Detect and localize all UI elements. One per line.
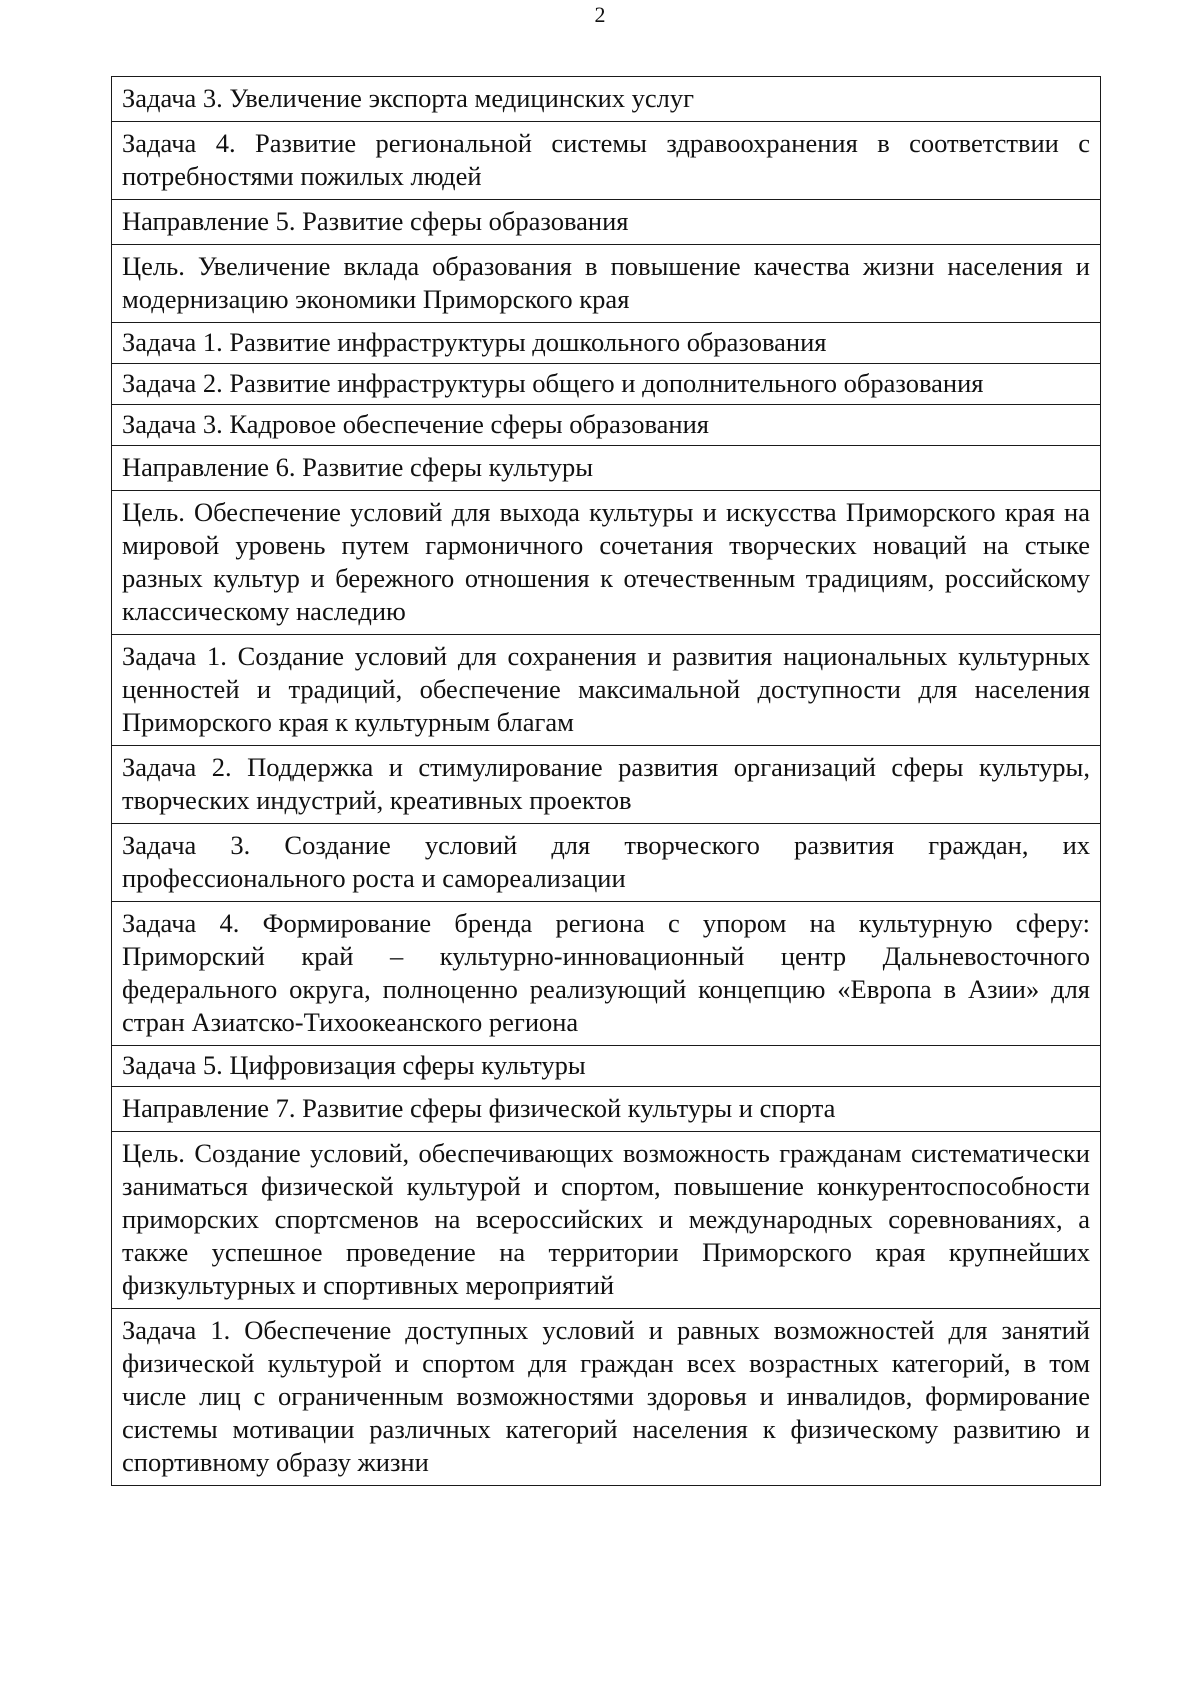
table-row — [112, 635, 1101, 746]
table-row — [112, 364, 1101, 405]
table-row — [112, 1087, 1101, 1132]
table-row — [112, 746, 1101, 824]
page-number: 2 — [594, 2, 606, 27]
strategy-table — [111, 76, 1101, 1486]
table-row — [112, 1309, 1101, 1486]
table-row — [112, 902, 1101, 1046]
table-row — [112, 1046, 1101, 1087]
task-cell: Задача 4. Развитие региональной системы здравоохранения в соответствии с потребностями пожилых людей — [112, 122, 1101, 200]
task-cell: Задача 5. Цифровизация сферы культуры — [112, 1046, 1101, 1087]
table-row — [112, 1132, 1101, 1309]
table-row — [112, 77, 1101, 122]
table-row — [112, 405, 1101, 446]
table-row — [112, 245, 1101, 323]
goal-cell: Цель. Создание условий, обеспечивающих возможность гражданам систематически заниматься физической культурой и спортом, повышение конкурентоспособности приморских спортсменов на всероссийских и международных соревнованиях, а также успешное проведение на территории Приморского края крупнейших физкультурных и спортивных мероприятий — [112, 1132, 1101, 1309]
table-row — [112, 824, 1101, 902]
task-cell: Задача 1. Обеспечение доступных условий и равных возможностей для занятий физической культурой и спортом для граждан всех возрастных категорий, в том числе лиц с ограниченным возможностями здоровья и инвалидов, формирование системы мотивации различных категорий населения к физическому развитию и спортивному образу жизни — [112, 1309, 1101, 1486]
table-row — [112, 200, 1101, 245]
direction-cell: Направление 6. Развитие сферы культуры — [112, 446, 1101, 491]
task-cell: Задача 3. Кадровое обеспечение сферы образования — [112, 405, 1101, 446]
direction-cell: Направление 5. Развитие сферы образования — [112, 200, 1101, 245]
task-cell: Задача 3. Увеличение экспорта медицинских услуг — [112, 77, 1101, 122]
task-cell: Задача 1. Создание условий для сохранения и развития национальных культурных ценностей и традиций, обеспечение максимальной доступности для населения Приморского края к культурным благам — [112, 635, 1101, 746]
table-row — [112, 323, 1101, 364]
task-cell: Задача 1. Развитие инфраструктуры дошкольного образования — [112, 323, 1101, 364]
table-row — [112, 122, 1101, 200]
goal-cell: Цель. Увеличение вклада образования в повышение качества жизни населения и модернизацию экономики Приморского края — [112, 245, 1101, 323]
task-cell: Задача 4. Формирование бренда региона с упором на культурную сферу: Приморский край – культурно-инновационный центр Дальневосточного федерального округа, полноценно реализующий концепцию «Европа в Азии» для стран Азиатско-Тихоокеанского региона — [112, 902, 1101, 1046]
table-row — [112, 491, 1101, 635]
task-cell: Задача 2. Поддержка и стимулирование развития организаций сферы культуры, творческих индустрий, креативных проектов — [112, 746, 1101, 824]
table-row — [112, 446, 1101, 491]
goal-cell: Цель. Обеспечение условий для выхода культуры и искусства Приморского края на мировой уровень путем гармоничного сочетания творческих новаций на стыке разных культур и бережного отношения к отечественным традициям, российскому классическому наследию — [112, 491, 1101, 635]
task-cell: Задача 2. Развитие инфраструктуры общего и дополнительного образования — [112, 364, 1101, 405]
task-cell: Задача 3. Создание условий для творческого развития граждан, их профессионального роста и самореализации — [112, 824, 1101, 902]
direction-cell: Направление 7. Развитие сферы физической культуры и спорта — [112, 1087, 1101, 1132]
